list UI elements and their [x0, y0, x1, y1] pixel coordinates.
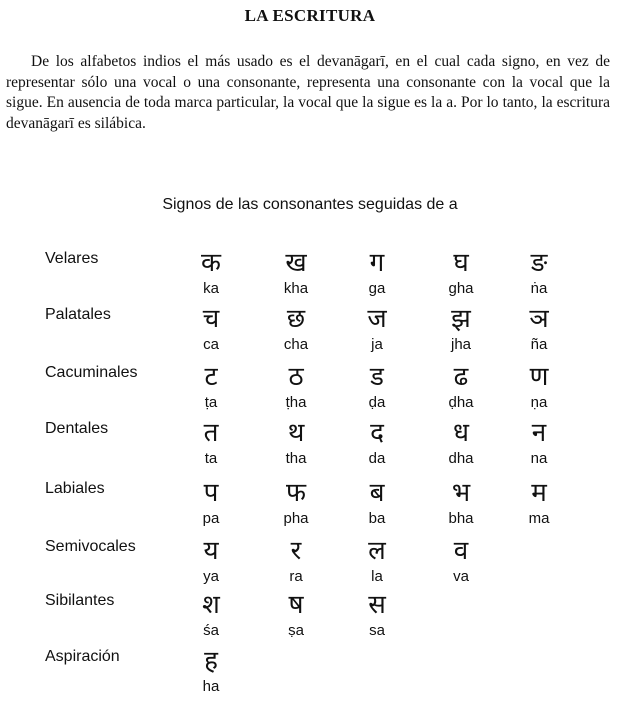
devanagari-glyph: झ	[451, 304, 471, 334]
transliteration: ma	[528, 510, 550, 527]
devanagari-glyph: ध	[453, 418, 469, 448]
consonant-cell	[266, 536, 326, 586]
consonant-cell	[347, 248, 407, 298]
table-row	[0, 304, 620, 360]
devanagari-glyph: भ	[451, 478, 471, 508]
consonant-cell	[509, 478, 569, 528]
devanagari-glyph: ग	[369, 248, 385, 278]
consonant-cell	[181, 536, 241, 586]
devanagari-glyph: ल	[368, 536, 386, 566]
consonant-cell	[509, 418, 569, 468]
devanagari-glyph: ठ	[288, 362, 304, 392]
transliteration: va	[453, 568, 469, 585]
consonant-cell	[347, 536, 407, 586]
transliteration: ca	[203, 336, 219, 353]
devanagari-glyph: श	[202, 590, 220, 620]
transliteration: ṣa	[288, 622, 304, 639]
consonant-cell	[181, 362, 241, 412]
consonant-cell	[181, 590, 241, 640]
consonant-cell	[266, 418, 326, 468]
transliteration: tha	[285, 450, 307, 467]
devanagari-glyph: र	[290, 536, 302, 566]
devanagari-glyph: य	[203, 536, 219, 566]
transliteration: ga	[368, 280, 386, 297]
transliteration: pha	[283, 510, 309, 527]
transliteration: ṇa	[530, 394, 548, 411]
consonant-cell	[266, 590, 326, 640]
devanagari-glyph: च	[202, 304, 220, 334]
devanagari-glyph: ज	[367, 304, 387, 334]
consonant-cell	[509, 248, 569, 298]
transliteration: ḍa	[368, 394, 386, 411]
page-title: LA ESCRITURA	[244, 6, 376, 25]
transliteration: kha	[283, 280, 309, 297]
row-label: Dentales	[45, 420, 109, 437]
transliteration: jha	[450, 336, 472, 353]
transliteration: ḍha	[448, 394, 474, 411]
table-row	[0, 418, 620, 474]
devanagari-glyph: ट	[204, 362, 218, 392]
consonant-cell	[347, 362, 407, 412]
row-label: Velares	[45, 250, 99, 267]
table-subtitle: Signos de las consonantes seguidas de a	[162, 196, 458, 213]
consonant-cell	[347, 304, 407, 354]
consonant-cell	[431, 478, 491, 528]
consonant-cell	[266, 478, 326, 528]
consonant-cell	[347, 418, 407, 468]
row-label: Palatales	[45, 306, 111, 323]
consonant-cell	[431, 362, 491, 412]
transliteration: ra	[289, 568, 303, 585]
transliteration: gha	[448, 280, 474, 297]
transliteration: dha	[448, 450, 474, 467]
devanagari-glyph: स	[368, 590, 386, 620]
devanagari-glyph: ष	[288, 590, 304, 620]
transliteration: bha	[448, 510, 474, 527]
row-label: Cacuminales	[45, 364, 138, 381]
devanagari-glyph: ख	[285, 248, 307, 278]
consonant-cell	[181, 646, 241, 696]
devanagari-glyph: क	[201, 248, 221, 278]
consonant-cell	[266, 304, 326, 354]
transliteration: śa	[203, 622, 219, 639]
table-row	[0, 590, 620, 646]
consonant-cell	[181, 418, 241, 468]
row-label: Semivocales	[45, 538, 136, 555]
table-row	[0, 646, 620, 702]
transliteration: na	[530, 450, 548, 467]
transliteration: sa	[369, 622, 385, 639]
consonant-cell	[431, 418, 491, 468]
transliteration: pa	[202, 510, 220, 527]
devanagari-glyph: ब	[369, 478, 385, 508]
devanagari-glyph: छ	[286, 304, 306, 334]
row-label: Labiales	[45, 480, 105, 497]
consonant-cell	[181, 248, 241, 298]
devanagari-glyph: व	[453, 536, 469, 566]
table-row	[0, 536, 620, 592]
consonant-cell	[181, 478, 241, 528]
devanagari-glyph: ञ	[529, 304, 549, 334]
transliteration: ta	[204, 450, 218, 467]
devanagari-glyph: द	[370, 418, 384, 448]
devanagari-glyph: ण	[529, 362, 549, 392]
table-row	[0, 362, 620, 418]
consonant-cell	[347, 590, 407, 640]
devanagari-glyph: ह	[204, 646, 218, 676]
transliteration: ka	[203, 280, 219, 297]
consonant-cell	[266, 248, 326, 298]
consonant-cell	[431, 536, 491, 586]
consonant-cell	[509, 304, 569, 354]
devanagari-glyph: ङ	[530, 248, 548, 278]
intro-paragraph: De los alfabetos indios el más usado es el devanāgarī, en el cual cada signo, en vez de representar sólo una vocal o una consonante, representa una consonante con la vocal que la sigue. En ausencia de toda marca particular, la vocal que la sigue es la a. Por lo tanto, la escritura devanāgarī es silábica.	[6, 53, 610, 132]
transliteration: da	[368, 450, 386, 467]
devanagari-glyph: थ	[287, 418, 305, 448]
consonant-cell	[266, 362, 326, 412]
consonant-cell	[431, 304, 491, 354]
devanagari-glyph: ढ	[453, 362, 469, 392]
table-row	[0, 478, 620, 534]
devanagari-glyph: म	[531, 478, 547, 508]
devanagari-glyph: प	[203, 478, 219, 508]
devanagari-glyph: फ	[285, 478, 307, 508]
transliteration: ṭa	[204, 394, 218, 411]
consonant-cell	[347, 478, 407, 528]
devanagari-glyph: न	[531, 418, 547, 448]
row-label: Aspiración	[45, 648, 120, 665]
transliteration: ja	[371, 336, 383, 353]
transliteration: ha	[202, 678, 220, 695]
devanagari-glyph: ड	[370, 362, 384, 392]
transliteration: cha	[283, 336, 309, 353]
consonant-cell	[509, 362, 569, 412]
devanagari-glyph: त	[203, 418, 219, 448]
transliteration: la	[371, 568, 383, 585]
transliteration: ṅa	[530, 280, 548, 297]
transliteration: ba	[368, 510, 386, 527]
transliteration: ña	[530, 336, 548, 353]
transliteration: ya	[203, 568, 219, 585]
consonant-cell	[431, 248, 491, 298]
transliteration: ṭha	[285, 394, 307, 411]
row-label: Sibilantes	[45, 592, 115, 609]
consonant-cell	[181, 304, 241, 354]
devanagari-glyph: घ	[453, 248, 469, 278]
table-row	[0, 248, 620, 304]
